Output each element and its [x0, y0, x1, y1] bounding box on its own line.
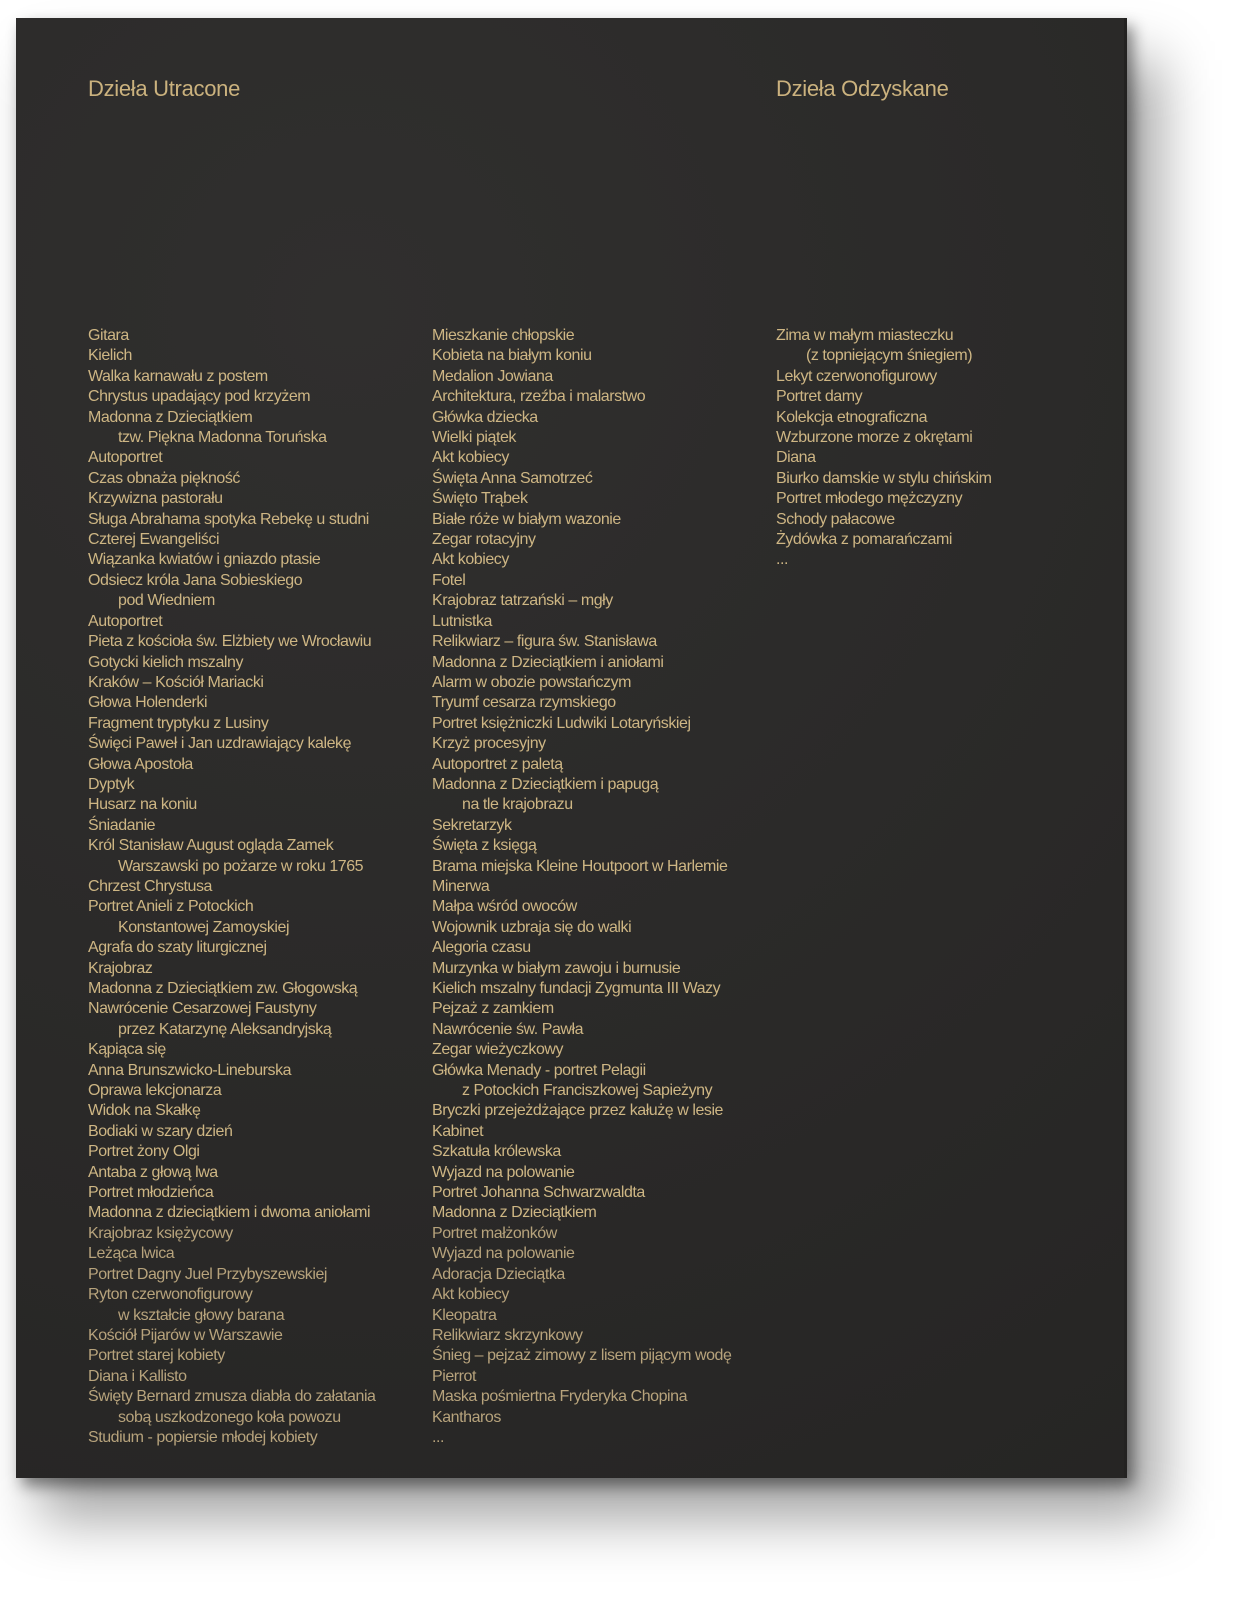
artwork-title	[88, 550, 376, 570]
artwork-title	[432, 367, 731, 387]
artwork-title-text: Wiązanka kwiatów i gniazdo ptasie	[88, 551, 321, 569]
artwork-title	[432, 1061, 731, 1102]
artwork-title-continuation: tzw. Piękna Madonna Toruńska	[118, 429, 327, 447]
artwork-title-text: Brama miejska Kleine Houtpoort w Harlemie	[432, 857, 728, 875]
artwork-title	[432, 1163, 731, 1183]
artwork-title	[432, 408, 731, 428]
artwork-title-text: Portret księżniczki Ludwiki Lotaryńskiej	[432, 714, 691, 732]
artwork-title	[88, 1040, 376, 1060]
artwork-title-text: Fotel	[432, 571, 466, 589]
artwork-title	[432, 1428, 731, 1448]
artwork-title-continuation: Warszawski po pożarze w roku 1765	[118, 857, 364, 875]
artwork-title	[88, 632, 376, 652]
artwork-title-text: Wielki piątek	[432, 429, 516, 447]
artwork-title-text: Krzyż procesyjny	[432, 735, 546, 753]
artwork-title-text: Portret damy	[776, 388, 863, 406]
artwork-title	[432, 775, 731, 816]
artwork-title	[432, 1367, 731, 1387]
artwork-title	[432, 1346, 731, 1366]
artwork-title	[88, 653, 376, 673]
artwork-title	[432, 653, 731, 673]
artwork-title	[432, 1387, 731, 1407]
artwork-title	[432, 326, 731, 346]
artwork-title-text: Widok na Skałkę	[88, 1102, 201, 1120]
artwork-title-text: Zima w małym miasteczku	[776, 327, 954, 344]
artwork-title	[88, 1163, 376, 1183]
artwork-title-text: Białe róże w białym wazonie	[432, 510, 621, 528]
artwork-title-text: Adoracja Dzieciątka	[432, 1265, 565, 1283]
artwork-title	[776, 550, 991, 570]
artwork-title-text: Madonna z Dzieciątkiem zw. Głogowską	[88, 980, 358, 997]
recovered-works-list	[776, 326, 991, 571]
artwork-title-text: Kielich mszalny fundacji Zygmunta III Wazy	[432, 980, 721, 997]
artwork-title	[432, 448, 731, 468]
artwork-title	[88, 979, 376, 999]
artwork-title-text: Kielich	[88, 347, 132, 365]
artwork-title	[776, 448, 991, 468]
artwork-title-text: Wyjazd na polowanie	[432, 1245, 575, 1263]
artwork-title-text: Krzywizna pastorału	[88, 490, 223, 508]
artwork-title	[432, 1285, 731, 1305]
artwork-title-text: Studium - popiersie młodej kobiety	[88, 1428, 318, 1446]
artwork-title	[88, 1081, 376, 1101]
artwork-title-text: Święta z księgą	[432, 837, 537, 855]
artwork-title-text: Główka dziecka	[432, 408, 538, 426]
heading-recovered-works: Dzieła Odzyskane	[776, 76, 949, 101]
artwork-title-text: Pejzaż z zamkiem	[432, 1000, 554, 1018]
artwork-title-text: Kąpiąca się	[88, 1041, 166, 1059]
artwork-title-text: Sługa Abrahama spotyka Rebekę u studni	[88, 510, 369, 528]
artwork-title	[432, 1408, 731, 1428]
artwork-title-text: Madonna z dzieciątkiem i dwoma aniołami	[88, 1204, 371, 1222]
artwork-title-text: Żydówka z pomarańczami	[776, 531, 952, 549]
artwork-title-text: Kabinet	[432, 1122, 484, 1140]
artwork-title	[432, 897, 731, 917]
artwork-title-text: Chrzest Chrystusa	[88, 877, 212, 895]
artwork-title-text: Kobieta na białym koniu	[432, 347, 592, 365]
artwork-title	[776, 510, 991, 530]
artwork-title	[776, 428, 991, 448]
artwork-title	[432, 346, 731, 366]
artwork-title-text: Akt kobiecy	[432, 1286, 509, 1304]
artwork-title	[432, 1142, 731, 1162]
artwork-title-text: Bryczki przejeżdżające przez kałużę w lesie	[432, 1102, 723, 1120]
artwork-title-text: ...	[776, 551, 788, 569]
artwork-title-text: Kościół Pijarów w Warszawie	[88, 1326, 283, 1344]
artwork-title-text: Pieta z kościoła św. Elżbiety we Wrocławiu	[88, 633, 372, 651]
artwork-title	[432, 734, 731, 754]
artwork-title	[88, 346, 376, 366]
artwork-title	[432, 530, 731, 550]
artwork-title-text: Małpa wśród owoców	[432, 898, 577, 916]
artwork-title-text: Kleopatra	[432, 1306, 497, 1324]
artwork-title-text: Lutnistka	[432, 612, 492, 630]
artwork-title-text: Architektura, rzeźba i malarstwo	[432, 388, 646, 406]
artwork-title	[88, 1428, 376, 1448]
artwork-title	[432, 836, 731, 856]
artwork-title	[432, 612, 731, 632]
artwork-title	[88, 408, 376, 449]
artwork-title	[88, 571, 376, 612]
artwork-title-text: Czterej Ewangeliści	[88, 531, 220, 549]
artwork-title-text: ...	[432, 1428, 444, 1446]
artwork-title	[432, 1203, 731, 1223]
artwork-title	[432, 632, 731, 652]
artwork-title-text: Walka karnawału z postem	[88, 367, 268, 385]
artwork-title	[88, 1265, 376, 1285]
artwork-title	[88, 510, 376, 530]
artwork-title-text: Krajobraz księżycowy	[88, 1224, 233, 1242]
artwork-title-text: Święci Paweł i Jan uzdrawiający kalekę	[88, 735, 352, 753]
artwork-title-text: Anna Brunszwicko-Lineburska	[88, 1061, 292, 1079]
artwork-title-continuation: w kształcie głowy barana	[118, 1306, 285, 1324]
artwork-title	[776, 408, 991, 428]
lost-works-list-column-1	[88, 326, 376, 1448]
artwork-title	[432, 1326, 731, 1346]
artwork-title-text: Chrystus upadający pod krzyżem	[88, 388, 311, 406]
artwork-title-text: Diana	[776, 449, 816, 467]
artwork-title-text: Sekretarzyk	[432, 816, 512, 834]
artwork-title	[432, 1040, 731, 1060]
artwork-title-text: Husarz na koniu	[88, 796, 197, 814]
artwork-title-text: Akt kobiecy	[432, 551, 509, 569]
artwork-title	[776, 489, 991, 509]
artwork-title	[432, 469, 731, 489]
artwork-title-text: Zegar wieżyczkowy	[432, 1041, 564, 1059]
artwork-title	[88, 897, 376, 938]
artwork-title-text: Biurko damskie w stylu chińskim	[776, 469, 992, 487]
artwork-title	[432, 1244, 731, 1264]
artwork-title-text: Szkatuła królewska	[432, 1143, 561, 1161]
artwork-title-text: Portret młodego mężczyzny	[776, 490, 963, 508]
artwork-title-text: Zegar rotacyjny	[432, 531, 536, 549]
artwork-title-text: Antaba z głową lwa	[88, 1163, 218, 1181]
artwork-title	[88, 1183, 376, 1203]
artwork-title-text: Fragment tryptyku z Lusiny	[88, 714, 269, 732]
artwork-title-text: Wyjazd na polowanie	[432, 1163, 575, 1181]
artwork-title	[88, 775, 376, 795]
artwork-title	[432, 489, 731, 509]
artwork-title-text: Czas obnaża piękność	[88, 469, 240, 487]
artwork-title	[432, 714, 731, 734]
artwork-title-text: Portret Anieli z Potockich	[88, 898, 254, 916]
artwork-title-continuation: sobą uszkodzonego koła powozu	[118, 1408, 341, 1426]
artwork-title-text: Autoportret	[88, 612, 163, 630]
artwork-title-text: Kolekcja etnograficzna	[776, 408, 928, 426]
artwork-title	[88, 959, 376, 979]
artwork-title	[88, 755, 376, 775]
artwork-title	[88, 1367, 376, 1387]
artwork-title	[432, 877, 731, 897]
artwork-title	[776, 326, 991, 367]
artwork-title	[88, 489, 376, 509]
artwork-title-text: Madonna z Dzieciątkiem i aniołami	[432, 653, 664, 671]
artwork-title-text: Medalion Jowiana	[432, 367, 553, 385]
artwork-title-text: Madonna z Dzieciątkiem	[88, 408, 253, 426]
artwork-title	[432, 428, 731, 448]
artwork-title	[88, 1387, 376, 1428]
artwork-title-text: Portret młodzieńca	[88, 1184, 214, 1202]
artwork-title	[88, 367, 376, 387]
artwork-title-text: Wojownik uzbraja się do walki	[432, 918, 632, 936]
artwork-title	[776, 387, 991, 407]
artwork-title-text: Święto Trąbek	[432, 490, 528, 508]
artwork-title-continuation: (z topniejącym śniegiem)	[806, 347, 973, 365]
artwork-title-text: Madonna z Dzieciątkiem i papugą	[432, 775, 659, 793]
artwork-title	[432, 918, 731, 938]
artwork-title	[432, 673, 731, 693]
artwork-title	[88, 1122, 376, 1142]
artwork-title	[432, 591, 731, 611]
artwork-title	[88, 1326, 376, 1346]
artwork-title-text: Leżąca lwica	[88, 1245, 175, 1263]
artwork-title-text: Schody pałacowe	[776, 510, 895, 528]
artwork-title-text: Alarm w obozie powstańczym	[432, 673, 632, 691]
artwork-title	[432, 959, 731, 979]
artwork-title	[88, 877, 376, 897]
artwork-title-text: Gitara	[88, 327, 129, 344]
artwork-title-text: Nawrócenie Cesarzowej Faustyny	[88, 1000, 317, 1018]
artwork-title	[88, 469, 376, 489]
artwork-title-text: Pierrot	[432, 1367, 476, 1385]
artwork-title	[432, 999, 731, 1019]
artwork-title-text: Śnieg – pejzaż zimowy z lisem pijącym wodę	[432, 1347, 732, 1365]
artwork-title-text: Krajobraz	[88, 959, 153, 977]
artwork-title	[432, 550, 731, 570]
artwork-title-text: Diana i Kallisto	[88, 1367, 187, 1385]
artwork-title	[88, 1285, 376, 1326]
artwork-title-continuation: z Potockich Franciszkowej Sapieżyny	[462, 1082, 713, 1100]
artwork-title-text: Relikwiarz – figura św. Stanisława	[432, 633, 657, 651]
artwork-title-continuation: na tle krajobrazu	[462, 796, 573, 814]
artwork-title	[88, 795, 376, 815]
artwork-title-text: Autoportret z paletą	[432, 755, 563, 773]
artwork-title-text: Odsiecz króla Jana Sobieskiego	[88, 571, 303, 589]
artwork-title	[88, 673, 376, 693]
artwork-title	[432, 1122, 731, 1142]
artwork-title-text: Śniadanie	[88, 816, 156, 834]
artwork-title-text: Główka Menady - portret Pelagii	[432, 1061, 646, 1079]
artwork-title	[88, 530, 376, 550]
artwork-title-text: Mieszkanie chłopskie	[432, 327, 575, 344]
artwork-title-text: Lekyt czerwonofigurowy	[776, 367, 937, 385]
artwork-title	[432, 1265, 731, 1285]
artwork-title-text: Dyptyk	[88, 775, 135, 793]
artwork-title-text: Gotycki kielich mszalny	[88, 653, 244, 671]
artwork-title	[432, 1101, 731, 1121]
artwork-title-text: Krajobraz tatrzański – mgły	[432, 592, 613, 610]
artwork-title-text: Portret Johanna Schwarzwaldta	[432, 1184, 645, 1202]
artwork-title-text: Autoportret	[88, 449, 163, 467]
artwork-title	[88, 734, 376, 754]
artwork-title-text: Kraków – Kościół Mariacki	[88, 673, 264, 691]
artwork-title-text: Portret żony Olgi	[88, 1143, 200, 1161]
artwork-title-text: Agrafa do szaty liturgicznej	[88, 939, 267, 957]
book-cover	[16, 18, 1127, 1478]
artwork-title	[88, 1101, 376, 1121]
artwork-title-text: Nawrócenie św. Pawła	[432, 1020, 584, 1038]
artwork-title	[88, 999, 376, 1040]
artwork-title-continuation: pod Wiedniem	[118, 592, 215, 610]
artwork-title-text: Portret małżonków	[432, 1224, 557, 1242]
artwork-title	[88, 693, 376, 713]
artwork-title	[88, 612, 376, 632]
lost-works-list-column-2	[432, 326, 731, 1448]
artwork-title-continuation: przez Katarzynę Aleksandryjską	[118, 1020, 332, 1038]
artwork-title-text: Portret Dagny Juel Przybyszewskiej	[88, 1265, 328, 1283]
artwork-title	[88, 714, 376, 734]
artwork-title	[432, 1020, 731, 1040]
artwork-title	[88, 1142, 376, 1162]
artwork-title	[88, 448, 376, 468]
artwork-title-text: Wzburzone morze z okrętami	[776, 429, 973, 447]
heading-lost-works: Dzieła Utracone	[88, 76, 241, 101]
artwork-title	[88, 326, 376, 346]
artwork-title	[432, 571, 731, 591]
artwork-title	[88, 836, 376, 877]
artwork-title	[776, 469, 991, 489]
artwork-title-text: Głowa Apostoła	[88, 755, 193, 773]
artwork-title-text: Bodiaki w szary dzień	[88, 1122, 233, 1140]
artwork-title-text: Oprawa lekcjonarza	[88, 1082, 222, 1100]
artwork-title	[432, 938, 731, 958]
artwork-title-continuation: Konstantowej Zamoyskiej	[118, 918, 290, 936]
artwork-title-text: Relikwiarz skrzynkowy	[432, 1326, 583, 1344]
artwork-title	[432, 755, 731, 775]
artwork-title	[88, 938, 376, 958]
artwork-title	[432, 1224, 731, 1244]
artwork-title	[88, 1224, 376, 1244]
artwork-title	[432, 857, 731, 877]
artwork-title	[432, 979, 731, 999]
artwork-title-text: Portret starej kobiety	[88, 1347, 225, 1365]
artwork-title	[432, 816, 731, 836]
artwork-title	[776, 367, 991, 387]
artwork-title	[432, 1306, 731, 1326]
artwork-title-text: Alegoria czasu	[432, 939, 531, 957]
artwork-title	[88, 1244, 376, 1264]
artwork-title-text: Madonna z Dzieciątkiem	[432, 1204, 597, 1222]
artwork-title-text: Minerwa	[432, 877, 490, 895]
artwork-title	[88, 1061, 376, 1081]
artwork-title-text: Święty Bernard zmusza diabła do załatania	[88, 1388, 376, 1406]
artwork-title-text: Głowa Holenderki	[88, 694, 208, 712]
artwork-title-text: Król Stanisław August ogląda Zamek	[88, 837, 334, 855]
artwork-title	[432, 1183, 731, 1203]
artwork-title-text: Święta Anna Samotrzeć	[432, 469, 593, 487]
artwork-title-text: Tryumf cesarza rzymskiego	[432, 694, 616, 712]
artwork-title	[776, 530, 991, 550]
artwork-title-text: Kantharos	[432, 1408, 501, 1426]
artwork-title-text: Ryton czerwonofigurowy	[88, 1286, 253, 1304]
artwork-title	[88, 387, 376, 407]
artwork-title	[88, 816, 376, 836]
artwork-title-text: Akt kobiecy	[432, 449, 509, 467]
artwork-title	[432, 510, 731, 530]
artwork-title-text: Murzynka w białym zawoju i burnusie	[432, 959, 681, 977]
artwork-title	[432, 387, 731, 407]
artwork-title	[88, 1346, 376, 1366]
artwork-title	[88, 1203, 376, 1223]
artwork-title	[432, 693, 731, 713]
artwork-title-text: Maska pośmiertna Fryderyka Chopina	[432, 1388, 688, 1406]
